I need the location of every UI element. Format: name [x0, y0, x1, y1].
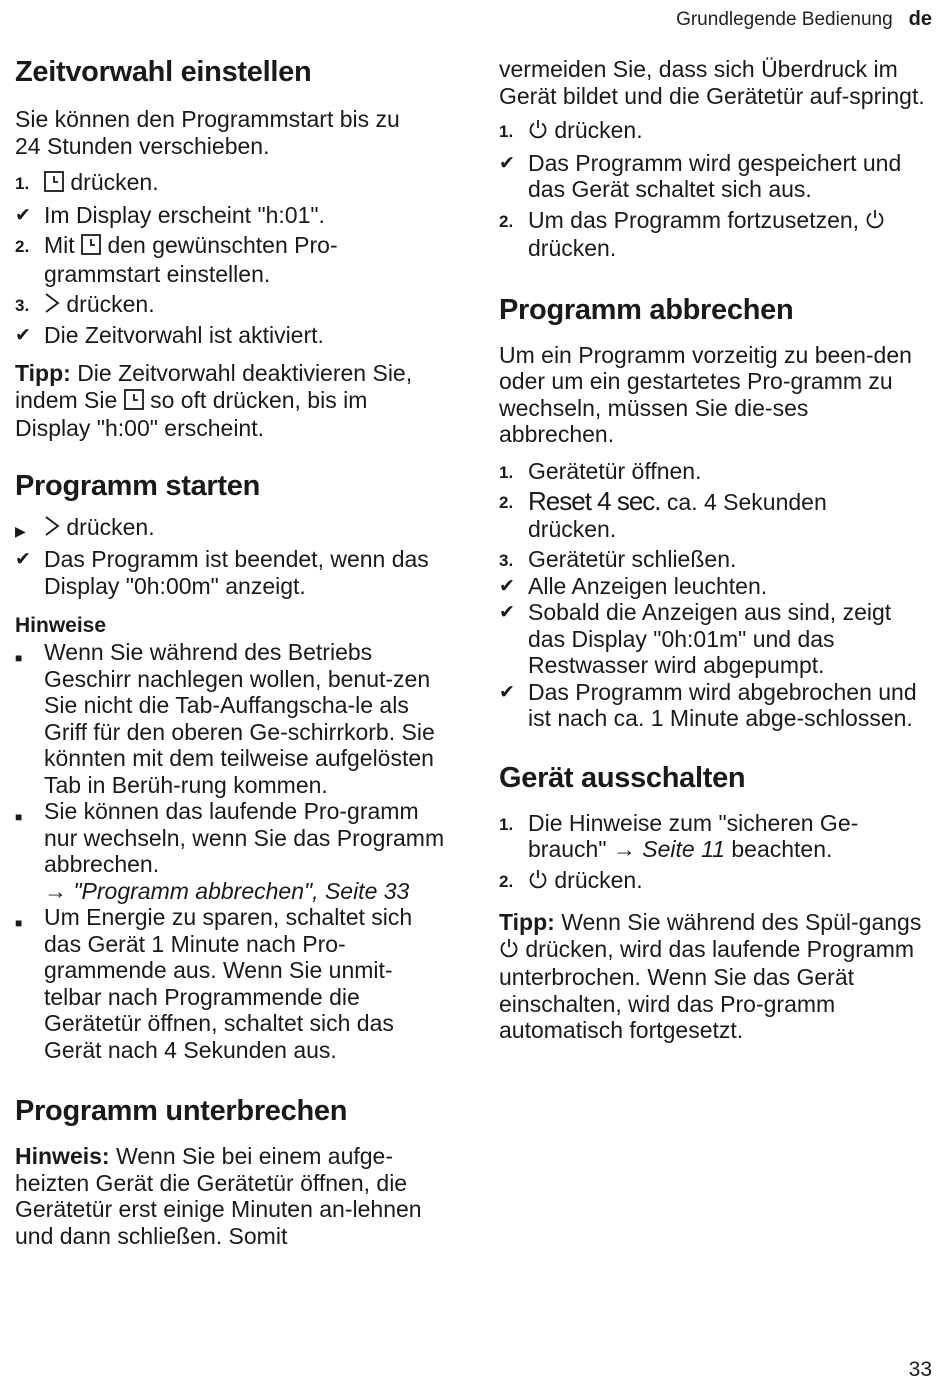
abbrechen-result-3 [499, 679, 928, 732]
tip-label: Tipp: [15, 360, 71, 386]
step-text: den gewünschten Pro-grammstart einstellen. [44, 232, 338, 287]
step-text: drücken. [70, 169, 159, 195]
tip-text: Die Zeitvorwahl deaktivieren Sie, indem Sie [15, 360, 413, 413]
note-text: Wenn Sie bei einem aufge-heizten Gerät die Gerätetür öffnen, die Gerätetür erst einige Minuten an-lehnen und dann schließen. Somit [15, 1143, 422, 1249]
step-text: ca. 4 Sekunden drücken. [528, 489, 827, 542]
step-number: 3. [15, 296, 30, 315]
timer-icon [81, 234, 101, 261]
result-text: Das Programm wird gespeichert und das Gerät schaltet sich aus. [528, 149, 902, 202]
result-text: Alle Anzeigen leuchten. [528, 572, 768, 599]
heading-unterbrechen: Programm unterbrechen [15, 1095, 348, 1127]
square-bullet-icon: ■ [15, 651, 23, 665]
arrow-right-icon: → [612, 836, 636, 862]
reset-key-label: Reset 4 sec. [528, 486, 661, 516]
page-number: 33 [908, 1358, 932, 1381]
zeitvorwahl-result-3 [15, 322, 455, 349]
result-text: Die Zeitvorwahl ist aktiviert. [44, 321, 324, 348]
cross-reference-link[interactable]: "Programm abbrechen", Seite 33 [73, 877, 410, 904]
heading-starten: Programm starten [15, 469, 260, 502]
result-text: Das Programm wird abgebrochen und ist nach ca. 1 Minute abge-schlossen. [528, 678, 917, 731]
check-icon: ✔ [499, 681, 515, 703]
hinweise-item-3 [15, 904, 449, 1063]
step-number: 2. [499, 493, 514, 512]
step-number: 2. [499, 211, 514, 231]
abbrechen-step-1 [499, 458, 935, 485]
step-number: 1. [499, 122, 514, 141]
unterbrechen-note-continued: vermeiden Sie, dass sich Überdruck im Gerät bildet und die Gerätetür auf-springt. [499, 56, 925, 109]
step-text: Gerätetür schließen. [528, 546, 737, 572]
ausschalten-step-1 [499, 810, 928, 863]
step-text: Mit [44, 232, 75, 258]
check-icon: ✔ [499, 152, 515, 174]
starten-result [15, 546, 454, 599]
running-header [676, 8, 932, 31]
zeitvorwahl-result-1 [15, 202, 455, 229]
result-text: Im Display erscheint "h:01". [44, 201, 325, 228]
zeitvorwahl-step-3 [15, 291, 455, 320]
hinweise-item-2 [15, 798, 449, 904]
note-text: Um Energie zu sparen, schaltet sich das Gerät 1 Minute nach Pro-grammende aus. Wenn Sie unmit-telbar nach Programmende die Gerätetür öffnen, schaltet sich das Gerät nach 4 Sekunden aus. [44, 904, 413, 1063]
tip-text: Wenn Sie während des Spül-gangs [561, 909, 922, 935]
abbrechen-result-2 [499, 599, 928, 679]
check-icon: ✔ [499, 602, 515, 623]
step-text: Die Hinweise zum "sicheren Ge-brauch" [528, 809, 859, 862]
check-icon: ✔ [15, 204, 31, 226]
zeitvorwahl-step-1 [15, 169, 455, 198]
timer-icon [44, 171, 64, 198]
step-text: drücken. [554, 117, 643, 143]
note-text: Wenn Sie während des Betriebs Geschirr nachlegen wollen, benut-zen Sie nicht die Tab-Auffangscha-le als Griff für den oberen Ge-schirrkorb. Sie könnten mit dem teilweise aufgelösten Tab in Berüh-rung kommen. [44, 639, 435, 798]
start-icon [44, 515, 60, 543]
tip-text: so oft drücken, bis im Display "h:00" erscheint. [15, 386, 368, 441]
square-bullet-icon: ■ [15, 916, 23, 930]
section-title: Grundlegende Bedienung [676, 9, 893, 30]
unterbrechen-note [15, 1143, 440, 1249]
step-number: 1. [15, 174, 30, 193]
starten-step [15, 514, 455, 543]
step-number: 1. [499, 462, 514, 482]
step-text: drücken. [528, 235, 617, 261]
step-number: 2. [499, 871, 514, 891]
arrow-right-icon: → [44, 877, 67, 904]
step-text: drücken. [66, 291, 155, 317]
check-icon: ✔ [499, 575, 515, 597]
square-bullet-icon: ■ [15, 810, 23, 824]
power-icon [528, 119, 548, 146]
timer-icon [124, 389, 144, 416]
result-text: Das Programm ist beendet, wenn das Display "0h:00m" anzeigt. [44, 546, 429, 599]
left-column [15, 54, 455, 1249]
check-icon: ✔ [15, 549, 31, 570]
step-number: 3. [499, 551, 514, 570]
power-icon [499, 938, 519, 965]
right-column [499, 56, 935, 1044]
triangle-bullet-icon: ▶ [15, 522, 26, 539]
step-text: Um das Programm fortzusetzen, [528, 206, 860, 233]
abbrechen-result-1 [499, 573, 935, 600]
step-number: 2. [15, 237, 30, 256]
abbrechen-step-3 [499, 546, 935, 573]
unterbrechen-step-1 [499, 117, 935, 146]
result-text: Sobald die Anzeigen aus sind, zeigt das Display "0h:01m" und das Restwasser wird abgepumpt. [528, 599, 892, 678]
heading-zeitvorwahl: Zeitvorwahl einstellen [15, 56, 312, 88]
tip-text: drücken, wird das laufende Programm unterbrochen. Wenn Sie das Gerät einschalten, wird das Pro-gramm automatisch fortgesetzt. [499, 935, 915, 1043]
step-number: 1. [499, 814, 514, 834]
check-icon: ✔ [15, 324, 31, 346]
step-text: beachten. [731, 836, 833, 862]
abbrechen-intro: Um ein Programm vorzeitig zu been-den oder um ein gestartetes Pro-gramm zu wechseln, müssen Sie die-ses abbrechen. [499, 341, 912, 447]
unterbrechen-step-2 [499, 207, 938, 262]
ausschalten-step-2 [499, 867, 935, 896]
hinweise-title: Hinweise [15, 614, 107, 637]
step-text: drücken. [554, 866, 643, 893]
note-label: Hinweis: [15, 1143, 110, 1169]
power-icon [528, 869, 548, 896]
language-code: de [908, 8, 932, 30]
hinweise-item-1 [15, 639, 449, 798]
heading-ausschalten: Gerät ausschalten [499, 761, 746, 794]
heading-abbrechen: Programm abbrechen [499, 293, 794, 326]
power-icon [865, 209, 885, 236]
cross-reference-link[interactable]: Seite 11 [642, 836, 725, 862]
zeitvorwahl-tip [15, 360, 435, 442]
unterbrechen-result-1 [499, 150, 933, 203]
note-text: Sie können das laufende Pro-gramm nur wechseln, wenn Sie das Programm abbrechen. [44, 798, 445, 877]
zeitvorwahl-step-2 [15, 232, 404, 287]
ausschalten-tip [499, 909, 924, 1044]
step-text: drücken. [66, 513, 155, 540]
start-icon [44, 292, 60, 320]
zeitvorwahl-intro: Sie können den Programmstart bis zu 24 Stunden verschieben. [15, 106, 400, 159]
abbrechen-step-2 [499, 488, 908, 542]
step-text: Gerätetür öffnen. [528, 457, 702, 484]
tip-label: Tipp: [499, 909, 555, 935]
